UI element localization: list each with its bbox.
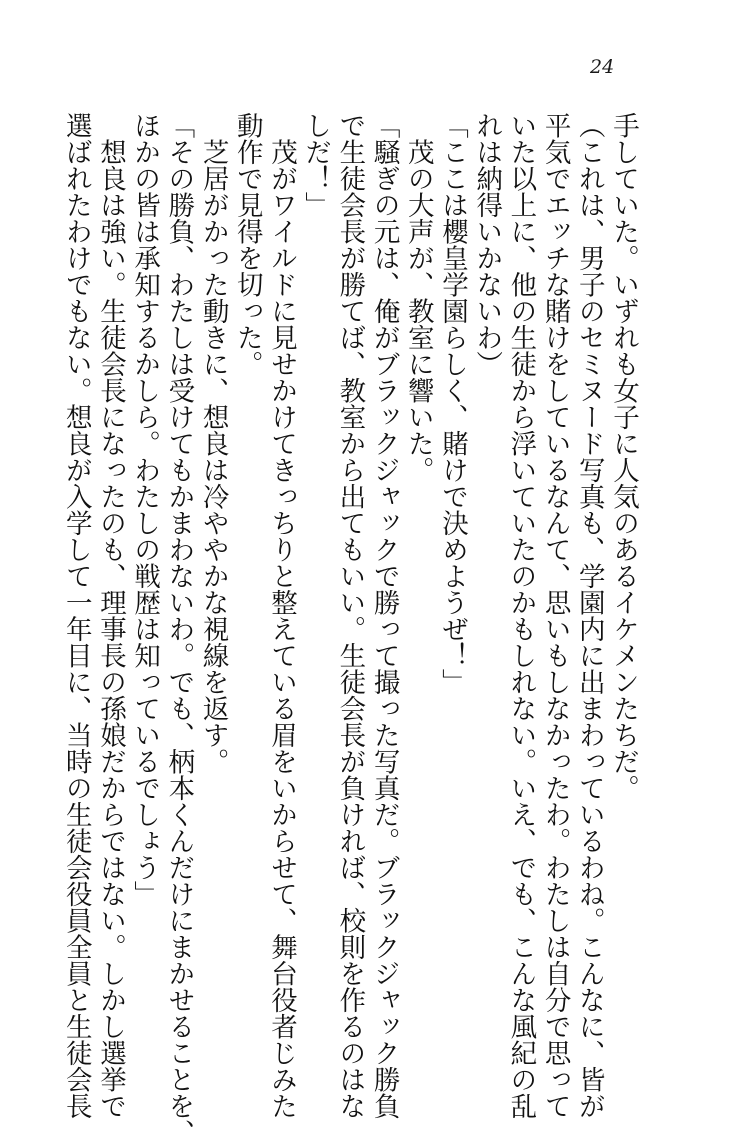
page-number: 24 bbox=[590, 56, 615, 78]
text-line: 芝居がかった動きに、想良は冷ややかな視線を返す。 bbox=[197, 112, 229, 775]
text-line: 想良は強い。生徒会長になったのも、理事長の孫娘だからではない。しかし選挙で bbox=[94, 112, 126, 1119]
text-line: 茂がワイルドに見せかけてきっちりと整えている眉をいからせて、舞台役者じみた bbox=[265, 112, 297, 1119]
text-line: ほかの皆は承知するかしら。わたしの戦歴は知っているでしょう」 bbox=[129, 112, 161, 907]
text-line: 選ばれたわけでもない。想良が入学して一年目に、当時の生徒会役員全員と生徒会長 bbox=[60, 112, 92, 1119]
body-text bbox=[59, 112, 640, 1146]
text-line: しだ！」 bbox=[300, 112, 332, 218]
text-line: 「その勝負、わたしは受けてもかまわないわ。でも、柄本くんだけにまかせることを、 bbox=[163, 112, 195, 1146]
text-line: （これは、男子のセミヌード写真も、学園内に出まわっているわね。こんなに、皆が bbox=[573, 112, 605, 1119]
text-line: 手していた。いずれも女子に人気のあるイケメンたちだ。 bbox=[608, 112, 639, 801]
text-line: 「騒ぎの元は、俺がブラックジャックで勝って撮った写真だ。ブラックジャック勝負 bbox=[368, 112, 400, 1119]
text-line: 茂の大声が、教室に響いた。 bbox=[402, 112, 434, 483]
text-line: で生徒会長が勝てば、教室から出てもいい。生徒会長が負ければ、校則を作るのはな bbox=[334, 112, 366, 1119]
text-line: れは納得いかないわ） bbox=[471, 112, 503, 377]
text-line: 動作で見得を切った。 bbox=[231, 112, 263, 377]
text-line: いた以上に、他の生徒から浮いていたのかもしれない。いえ、でも、こんな風紀の乱 bbox=[505, 112, 537, 1119]
text-line: 「ここは櫻皇学園らしく、賭けで決めようぜ！」 bbox=[436, 112, 468, 695]
text-line: 平気でエッチな賭けをしているなんて、思いもしなかったわ。わたしは自分で思って bbox=[539, 112, 571, 1119]
